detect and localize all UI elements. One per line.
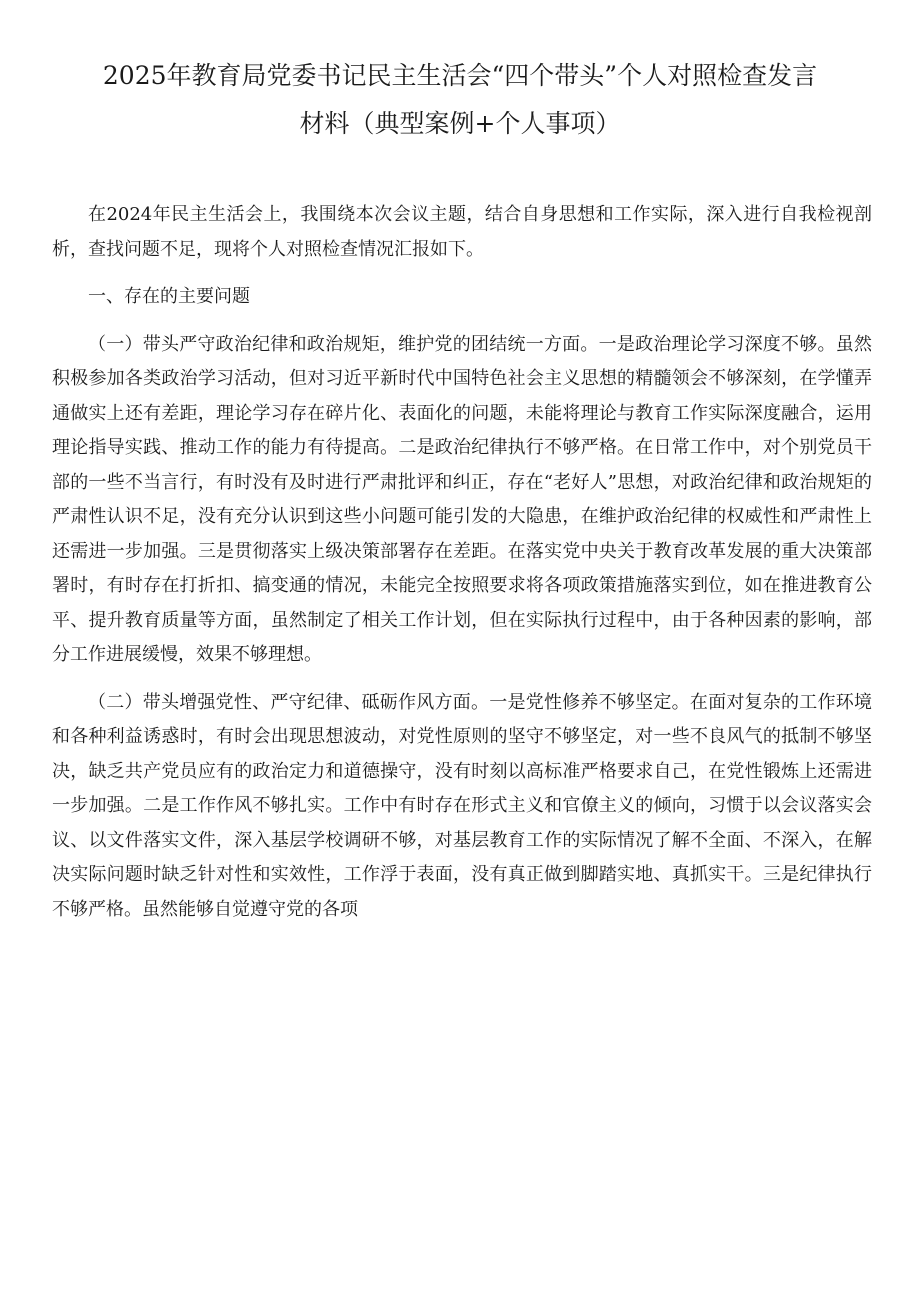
document-title-line-1: 2025年教育局党委书记民主生活会“四个带头”个人对照检查发言 [102,61,818,90]
document-title [40,52,880,148]
section-heading-problems: 一、存在的主要问题 [88,286,250,307]
intro-paragraph: 在2024年民主生活会上，我围绕本次会议主题，结合自身思想和工作实际，深入进行自我检视剖析，查找问题不足，现将个人对照检查情况汇报如下。 [52,204,872,260]
subsection-paragraph-2: （二）带头增强党性、严守纪律、砥砺作风方面。一是党性修养不够坚定。在面对复杂的工作环境和各种利益诱惑时，有时会出现思想波动，对党性原则的坚守不够坚定，对一些不良风气的抵制不够坚决，缺乏共产党员应有的政治定力和道德操守，没有时刻以高标准严格要求自己，在党性锻炼上还需进一步加强。二是工作作风不够扎实。工作中有时存在形式主义和官僚主义的倾向，习惯于以会议落实会议、以文件落实文件，深入基层学校调研不够，对基层教育工作的实际情况了解不全面、不深入，在解决实际问题时缺乏针对性和实效性，工作浮于表面，没有真正做到脚踏实地、真抓实干。三是纪律执行不够严格。虽然能够自觉遵守党的各项 [52,691,872,920]
document-body [52,198,872,927]
subsection-paragraph-1: （一）带头严守政治纪律和政治规矩，维护党的团结统一方面。一是政治理论学习深度不够。虽然积极参加各类政治学习活动，但对习近平新时代中国特色社会主义思想的精髓领会不够深刻，在学懂弄通做实上还有差距，理论学习存在碎片化、表面化的问题，未能将理论与教育工作实际深度融合，运用理论指导实践、推动工作的能力有待提高。二是政治纪律执行不够严格。在日常工作中，对个别党员干部的一些不当言行，有时没有及时进行严肃批评和纠正，存在“老好人”思想，对政治纪律和政治规矩的严肃性认识不足，没有充分认识到这些小问题可能引发的大隐患，在维护政治纪律的权威性和严肃性上还需进一步加强。三是贯彻落实上级决策部署存在差距。在落实党中央关于教育改革发展的重大决策部署时，有时存在打折扣、搞变通的情况，未能完全按照要求将各项政策措施落实到位，如在推进教育公平、提升教育质量等方面，虽然制定了相关工作计划，但在实际执行过程中，由于各种因素的影响，部分工作进展缓慢，效果不够理想。 [52,333,872,665]
document-title-line-2: 材料（典型案例+个人事项） [299,109,621,138]
